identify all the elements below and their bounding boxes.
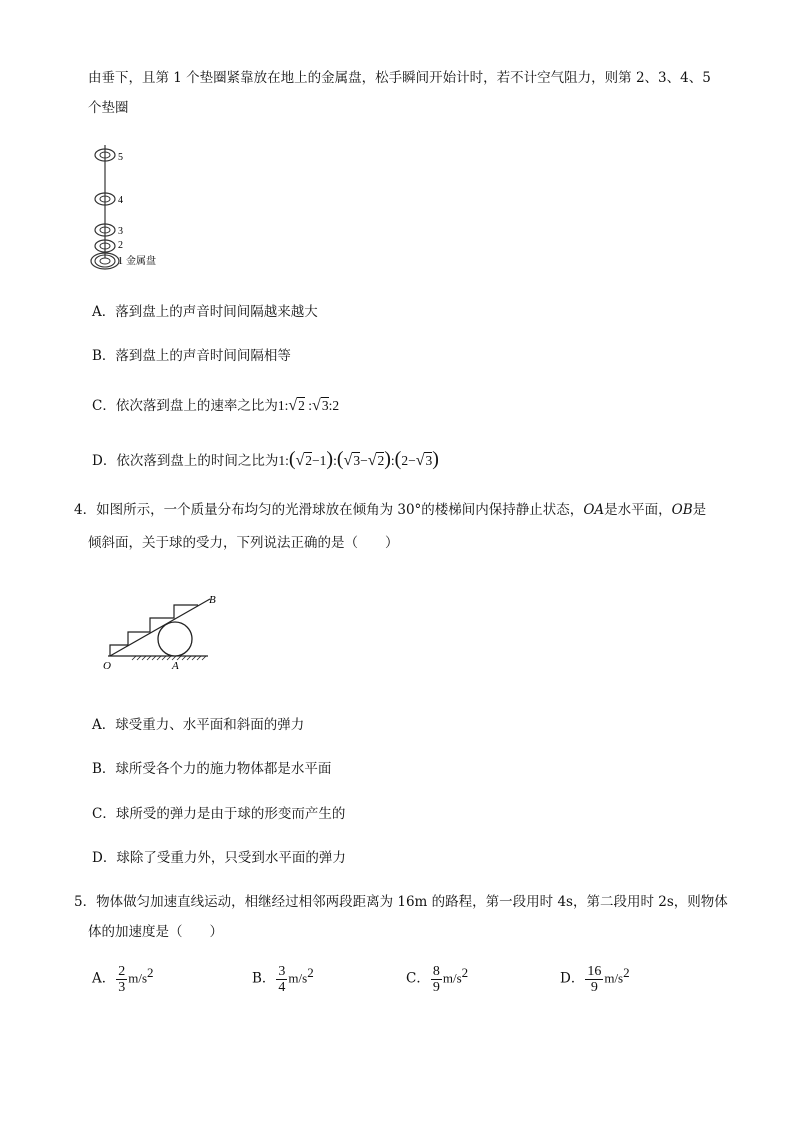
washer-4 [95, 193, 123, 206]
label-4: 4 [118, 195, 123, 206]
q5-option-d: D． $\frac{16}{9}$ $m/s^2$ [560, 963, 630, 995]
plate-label: 金属盘 [126, 256, 156, 267]
q3-stem-line2: 个垫圈 [88, 100, 129, 116]
q4-stem-line1: 4．如图所示，一个质量分布均匀的光滑球放在倾角为 30°的楼梯间内保持静止状态，OA是水平面，OB是 [74, 502, 707, 518]
washer-5 [95, 149, 123, 163]
q3-option-c [92, 396, 339, 416]
q3-stem-line1: 由垂下，且第 1 个垫圈紧靠放在地上的金属盘，松手瞬间开始计时，若不计空气阻力，则第 2、3、4、5 [88, 70, 711, 86]
ball [158, 622, 192, 656]
ob-label: OB [671, 502, 693, 518]
washer-1-plate [91, 253, 156, 269]
label-5: 5 [118, 152, 123, 163]
q3-option-b: B．落到盘上的声音时间间隔相等 [92, 348, 291, 364]
label-3: 3 [118, 226, 123, 237]
washer-2 [95, 240, 123, 252]
label-2: 2 [118, 240, 123, 251]
q4-option-b: B．球所受各个力的施力物体都是水平面 [92, 761, 332, 777]
q3-option-d-text: D．依次落到盘上的时间之比为 [92, 453, 279, 469]
q3-option-c-formula: 1:√2 :√3:2 [277, 397, 340, 414]
q3-option-c-text: C．依次落到盘上的速率之比为 [92, 398, 278, 414]
stairs-ball-figure [100, 590, 220, 672]
q5-option-b: B． $\frac{3}{4}$ $m/s^2$ [252, 963, 314, 995]
label-1: 1 [118, 256, 123, 267]
washer-3 [95, 224, 123, 237]
q5-stem-line2: 体的加速度是（ ） [88, 924, 223, 940]
q4-option-c: C．球所受的弹力是由于球的形变而产生的 [92, 806, 346, 822]
q3-option-d-formula: 1:(√2−1):(√3−√2):(2−√3) [278, 448, 439, 470]
q5-stem-line1: 5．物体做匀加速直线运动，相继经过相邻两段距离为 16m 的路程，第一段用时 4s，第二段用时 2s，则物体 [74, 894, 728, 910]
q4-stem-line2: 倾斜面，关于球的受力，下列说法正确的是（ ） [88, 535, 399, 551]
q5-option-c: C． $\frac{8}{9}$ $m/s^2$ [406, 963, 469, 995]
label-b: B [209, 594, 216, 606]
q4-option-a: A．球受重力、水平面和斜面的弹力 [92, 717, 305, 733]
label-a: A [172, 660, 179, 672]
label-o: O [103, 660, 111, 672]
q3-option-a: A．落到盘上的声音时间间隔越来越大 [92, 304, 318, 320]
q4-option-d: D．球除了受重力外，只受到水平面的弹力 [92, 850, 346, 866]
oa-label: OA [583, 502, 605, 518]
washers-figure [86, 140, 176, 275]
q3-option-d [92, 449, 439, 471]
q5-option-a: A． $\frac{2}{3}$ $m/s^2$ [92, 963, 154, 995]
